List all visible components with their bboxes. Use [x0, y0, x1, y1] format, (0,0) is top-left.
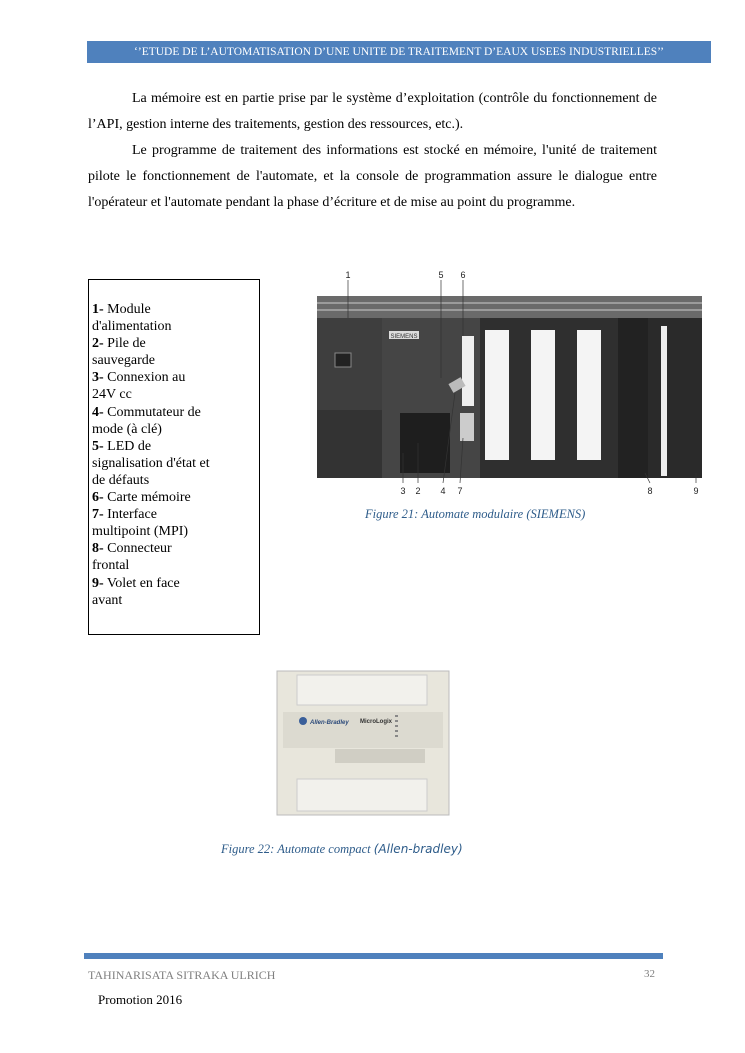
legend-item: [92, 404, 212, 438]
legend-number: 3-: [92, 370, 104, 386]
figure-22-caption: [221, 842, 463, 857]
legend-number: 7-: [92, 507, 104, 523]
legend-number: 5-: [92, 438, 104, 454]
legend-item: [92, 438, 212, 489]
legend-item: [92, 506, 212, 540]
legend-text: Volet en face avant: [92, 575, 180, 608]
legend-number: 8-: [92, 541, 104, 557]
footer-author: TAHINARISATA SITRAKA ULRICH: [88, 968, 276, 982]
caption-prefix: Figure 22: Automate compact: [221, 842, 374, 856]
callout-1: 1: [345, 270, 351, 280]
legend-text: Interface multipoint (MPI): [92, 507, 189, 540]
callout-4: 4: [440, 486, 446, 496]
legend-text: Module d'alimentation: [92, 302, 172, 335]
legend-item: [92, 489, 212, 506]
legend-number: 6-: [92, 490, 104, 506]
legend-number: 9-: [92, 575, 104, 591]
legend-item: [92, 540, 212, 574]
footer-promotion: Promotion 2016: [98, 992, 183, 1007]
callout-3: 3: [400, 486, 406, 496]
callout-8: 8: [647, 486, 653, 496]
page-number: 32: [644, 968, 655, 980]
legend-item: [92, 369, 212, 403]
siemens-plc-image: [305, 268, 715, 500]
legend-text: Connexion au 24V cc: [92, 370, 186, 403]
legend-text: Pile de sauvegarde: [92, 336, 155, 369]
callout-5: 5: [438, 270, 444, 280]
figure-legend-box: [88, 279, 260, 635]
footer-rule: [84, 953, 663, 959]
allen-bradley-logo-text: Allen-Bradley: [310, 720, 349, 726]
legend-text: Carte mémoire: [107, 490, 191, 506]
caption-suffix: (Allen-bradley): [373, 842, 463, 856]
legend-number: 4-: [92, 404, 104, 420]
callout-2: 2: [415, 486, 421, 496]
siemens-logo-text: SIEMENS: [390, 334, 418, 340]
legend-item: [92, 575, 212, 609]
callout-7: 7: [457, 486, 463, 496]
paragraph: Le programme de traitement des informations est stocké en mémoire, l'unité de traitement pilote le fonctionnement de l'automate, et la console de programmation assure le dialogue entre l'opérateur et l'automate pendant la phase d’écriture et de mise au point du programme.: [88, 143, 657, 210]
figure-21-caption: Figure 21: Automate modulaire (SIEMENS): [365, 507, 586, 521]
callout-9: 9: [693, 486, 699, 496]
legend-number: 2-: [92, 336, 104, 352]
legend-item: [92, 335, 212, 369]
allen-bradley-plc-image: [275, 667, 451, 819]
legend-number: 1-: [92, 302, 104, 317]
legend-item: [92, 301, 212, 335]
running-header: ‘’ETUDE DE L’AUTOMATISATION D’UNE UNITE DE TRAITEMENT D’EAUX USEES INDUSTRIELLES’’: [87, 41, 711, 63]
paragraph: La mémoire est en partie prise par le système d’exploitation (contrôle du fonctionnement de l’API, gestion interne des traitements, gestion des ressources, etc.).: [88, 91, 657, 132]
legend-text: Connecteur frontal: [92, 541, 172, 574]
legend-text: LED de signalisation d'état et de défauts: [92, 438, 210, 488]
micrologix-text: MicroLogix: [360, 719, 393, 725]
legend-text: Commutateur de mode (à clé): [92, 404, 201, 437]
callout-6: 6: [460, 270, 466, 280]
